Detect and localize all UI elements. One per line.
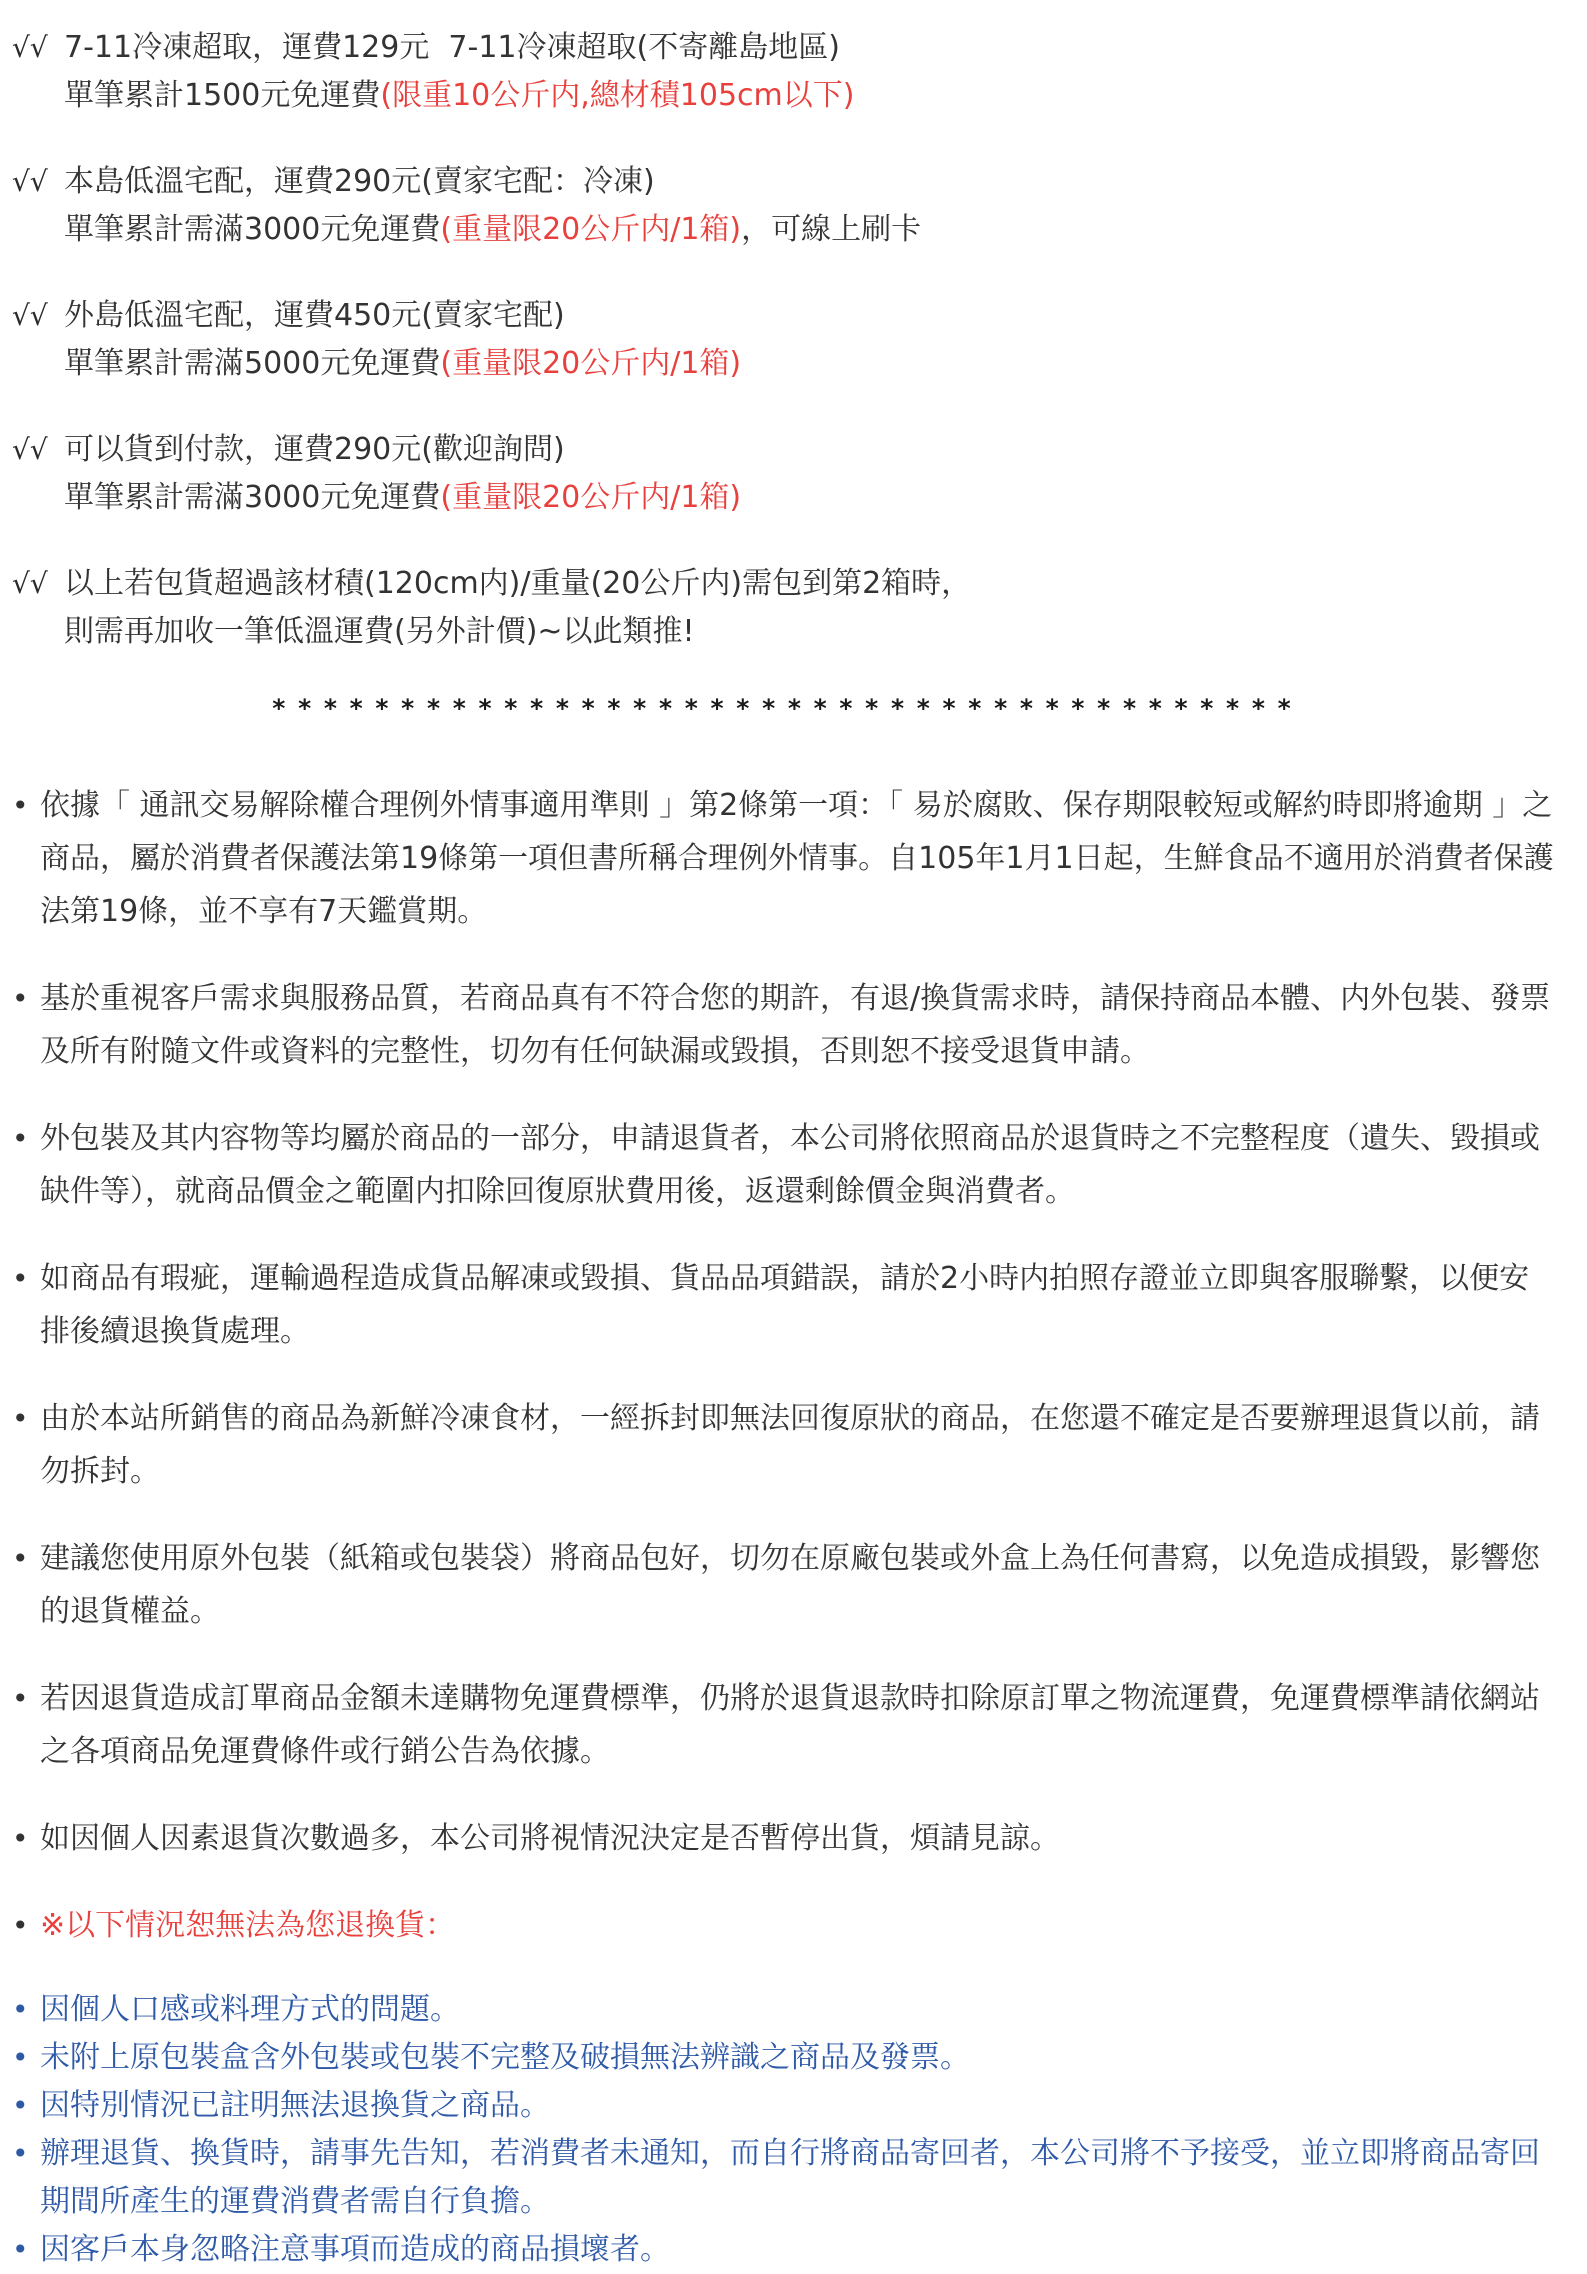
policy-item [8,1532,1557,1638]
policy-item [8,1392,1557,1498]
shipping-item-text [64,24,1557,120]
policy-text: 基於重視客戶需求與服務品質，若商品真有不符合您的期許，有退/換貨需求時，請保持商品本體、内外包裝、發票及所有附隨文件或資料的完整性，切勿有任何缺漏或毀損，否則恕不接受退貨申請。 [40,981,1551,1069]
bullet-icon: • [12,1262,29,1295]
text-segment: 可以貨到付款，運費290元(歡迎詢問) [64,432,565,467]
policy-text: 建議您使用原外包裝（紙箱或包裝袋）將商品包好，切勿在原廠包裝或外盒上為任何書寫，以免造成損毀，影響您的退貨權益。 [40,1541,1540,1629]
shipping-item-text [64,158,1557,254]
restriction-item [8,2130,1557,2226]
policy-text: 依據「 通訊交易解除權合理例外情事適用準則 」第2條第一項：「 易於腐敗、保存期限較短或解約時即將逾期 」之商品，屬於消費者保護法第19條第一項但書所稱合理例外情事。自105年1月1日起，生鮮食品不適用於消費者保護法第19條，並不享有7天鑑賞期。 [40,788,1554,929]
shipping-item-line [64,24,1557,72]
restriction-text: 因特別情況已註明無法退換貨之商品。 [40,2088,550,2123]
shipping-item [8,24,1557,120]
text-segment: (重量限20公斤内/1箱) [440,346,742,381]
shipping-item [8,292,1557,388]
text-segment: 單筆累計需滿5000元免運費 [64,346,441,381]
text-segment: 單筆累計需滿3000元免運費 [64,212,441,247]
bullet-icon: • [12,2233,29,2266]
bullet-icon: • [12,2041,29,2074]
asterisk-divider: * * * * * * * * * * * * * * * * * * * * * * * * * * * * * * * * * * * * * * * * [272,694,1293,723]
shipping-item-line [64,340,1557,388]
text-segment: 本島低溫宅配，運費290元(賣家宅配：冷凍) [64,164,655,199]
shipping-item [8,560,1557,656]
bullet-icon: • [12,1682,29,1715]
text-segment: 單筆累計1500元免運費 [64,78,381,113]
shipping-item-line [64,608,1557,656]
policy-item [8,1672,1557,1778]
no-return-heading [8,1899,1557,1952]
shipping-item-text [64,426,1557,522]
restriction-text: 辦理退貨、換貨時，請事先告知，若消費者未通知，而自行將商品寄回者，本公司將不予接受，並立即將商品寄回期間所產生的運費消費者需自行負擔。 [40,2136,1540,2219]
text-segment: (限重10公斤内,總材積105cm以下) [380,78,855,113]
double-checkmark-icon: √√ [12,299,48,332]
bullet-icon: • [12,982,29,1015]
shipping-item-line [64,292,1557,340]
shipping-item-line [64,72,1557,120]
policy-item [8,779,1557,938]
shipping-item-line [64,474,1557,522]
policy-text: 如因個人因素退貨次數過多，本公司將視情況決定是否暫停出貨，煩請見諒。 [40,1821,1060,1856]
shipping-item-text [64,560,1557,656]
bullet-icon: • [12,789,29,822]
text-segment: 以上若包貨超過該材積(120cm内)/重量(20公斤内)需包到第2箱時， [64,566,972,601]
shipping-item-line [64,426,1557,474]
text-segment: (重量限20公斤内/1箱) [440,212,742,247]
shipping-item-line [64,560,1557,608]
restriction-item [8,2226,1557,2274]
policy-item [8,972,1557,1078]
bullet-icon: • [12,2089,29,2122]
double-checkmark-icon: √√ [12,567,48,600]
restriction-item [8,2034,1557,2082]
bullet-icon: • [12,1822,29,1855]
policy-text: 由於本站所銷售的商品為新鮮冷凍食材，一經拆封即無法回復原狀的商品，在您還不確定是否要辦理退貨以前，請勿拆封。 [40,1401,1540,1489]
restriction-text: 因個人口感或料理方式的問題。 [40,1992,460,2027]
shipping-item-line [64,206,1557,254]
restriction-item [8,1986,1557,2034]
shipping-options-list [8,24,1557,656]
restriction-text: 未附上原包裝盒含外包裝或包裝不完整及破損無法辨識之商品及發票。 [40,2040,970,2075]
bullet-icon: • [12,1993,29,2026]
shipping-item-line [64,158,1557,206]
restriction-text: 因客戶本身忽略注意事項而造成的商品損壞者。 [40,2232,670,2267]
policy-item [8,1812,1557,1865]
bullet-icon: • [12,1402,29,1435]
double-checkmark-icon: √√ [12,433,48,466]
bullet-icon: • [12,1542,29,1575]
policy-item [8,1112,1557,1218]
policy-text: 如商品有瑕疵，運輸過程造成貨品解凍或毀損、貨品品項錯誤，請於2小時内拍照存證並立即與客服聯繫，以便安排後續退換貨處理。 [40,1261,1530,1349]
bullet-icon: • [12,2137,29,2170]
text-segment: 7-11冷凍超取，運費129元 7-11冷凍超取(不寄離島地區) [64,30,840,65]
text-segment: (重量限20公斤内/1箱) [440,480,742,515]
policy-text: 若因退貨造成訂單商品金額未達購物免運費標準，仍將於退貨退款時扣除原訂單之物流運費，免運費標準請依網站之各項商品免運費條件或行銷公告為依據。 [40,1681,1540,1769]
shipping-item [8,158,1557,254]
policy-text: 外包裝及其内容物等均屬於商品的一部分，申請退貨者，本公司將依照商品於退貨時之不完整程度（遺失、毀損或缺件等），就商品價金之範圍内扣除回復原狀費用後，返還剩餘價金與消費者。 [40,1121,1540,1209]
text-segment: 外島低溫宅配，運費450元(賣家宅配) [64,298,565,333]
no-return-conditions-list [8,1986,1557,2274]
text-segment: 則需再加收一筆低溫運費(另外計價)~以此類推! [64,614,695,649]
double-checkmark-icon: √√ [12,165,48,198]
policy-item [8,1252,1557,1358]
bullet-icon: • [12,1909,29,1942]
bullet-icon: • [12,1122,29,1155]
return-policy-list [8,779,1557,1952]
policy-text: ※以下情況恕無法為您退換貨： [40,1908,456,1943]
shipping-item [8,426,1557,522]
double-checkmark-icon: √√ [12,31,48,64]
shipping-item-text [64,292,1557,388]
restriction-item [8,2082,1557,2130]
text-segment: 單筆累計需滿3000元免運費 [64,480,441,515]
text-segment: ，可線上刷卡 [741,212,922,247]
